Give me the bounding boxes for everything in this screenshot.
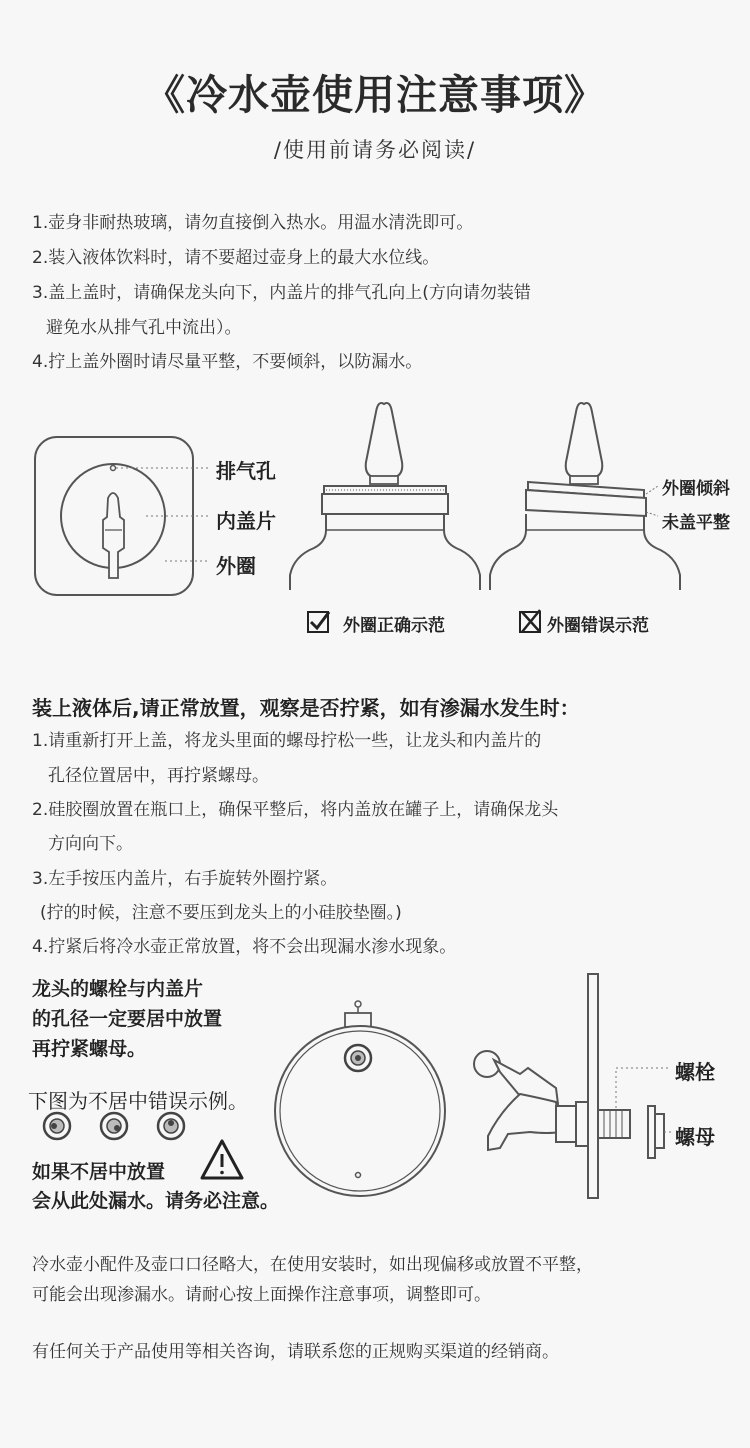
leak-step: 1.请重新打开上盖，将龙头里面的螺母拧松一些，让龙头和内盖片的 [32, 731, 542, 751]
note-item: 3.盖上盖时，请确保龙头向下，内盖片的排气孔向上(方向请勿装错 [32, 283, 531, 303]
warning-line: 如果不居中放置 [32, 1161, 166, 1183]
bolt-label: 螺栓 [675, 1060, 715, 1084]
footer-line: 冷水壶小配件及壶口口径略大，在使用安装时，如出现偏移或放置不平整， [32, 1255, 593, 1275]
leak-heading: 装上液体后,请正常放置，观察是否拧紧，如有渗漏水发生时： [32, 696, 580, 720]
note-item: 避免水从排气孔中流出）。 [46, 318, 242, 338]
leak-step: 4.拧紧后将冷水壶正常放置，将不会出现漏水渗水现象。 [32, 937, 457, 957]
center-note-line: 的孔径一定要居中放置 [32, 1008, 223, 1030]
leak-step: (拧的时候，注意不要压到龙头上的小硅胶垫圈。) [40, 903, 402, 923]
inner-lid-label: 内盖片 [216, 509, 276, 533]
leak-step: 2.硅胶圈放置在瓶口上，确保平整后，将内盖放在罐子上，请确保龙头 [32, 800, 559, 820]
outer-ring-label: 外圈 [216, 554, 256, 578]
leak-step: 3.左手按压内盖片，右手旋转外圈拧紧。 [32, 869, 338, 889]
leak-step: 孔径位置居中，再拧紧螺母。 [48, 766, 269, 786]
wrong-example-caption: 下图为不居中错误示例。 [28, 1089, 248, 1113]
footer-contact: 有任何关于产品使用等相关咨询，请联系您的正规购买渠道的经销商。 [32, 1342, 559, 1362]
vent-label: 排气孔 [216, 459, 276, 483]
center-note-line: 龙头的螺栓与内盖片 [32, 978, 204, 1000]
correct-label: 外圈正确示范 [343, 616, 445, 636]
warning-line: 会从此处漏水。请务必注意。 [32, 1190, 280, 1212]
tilt-label: 外圈倾斜 [662, 479, 730, 499]
note-item: 2.装入液体饮料时，请不要超过壶身上的最大水位线。 [32, 248, 440, 268]
page-title: 《冷水壶使用注意事项》 [144, 71, 606, 119]
page-subtitle: /使用前请务必阅读/ [273, 138, 477, 162]
center-note-line: 再拧紧螺母。 [32, 1038, 147, 1060]
not-flat-label: 未盖平整 [662, 513, 730, 533]
footer-line: 可能会出现渗漏水。请耐心按上面操作注意事项，调整即可。 [32, 1285, 491, 1305]
leak-step: 方向向下。 [48, 834, 133, 854]
wrong-label: 外圈错误示范 [547, 616, 649, 636]
nut-label: 螺母 [675, 1125, 715, 1149]
note-item: 1.壶身非耐热玻璃，请勿直接倒入热水。用温水清洗即可。 [32, 213, 474, 233]
note-item: 4.拧上盖外圈时请尽量平整，不要倾斜，以防漏水。 [32, 352, 423, 372]
